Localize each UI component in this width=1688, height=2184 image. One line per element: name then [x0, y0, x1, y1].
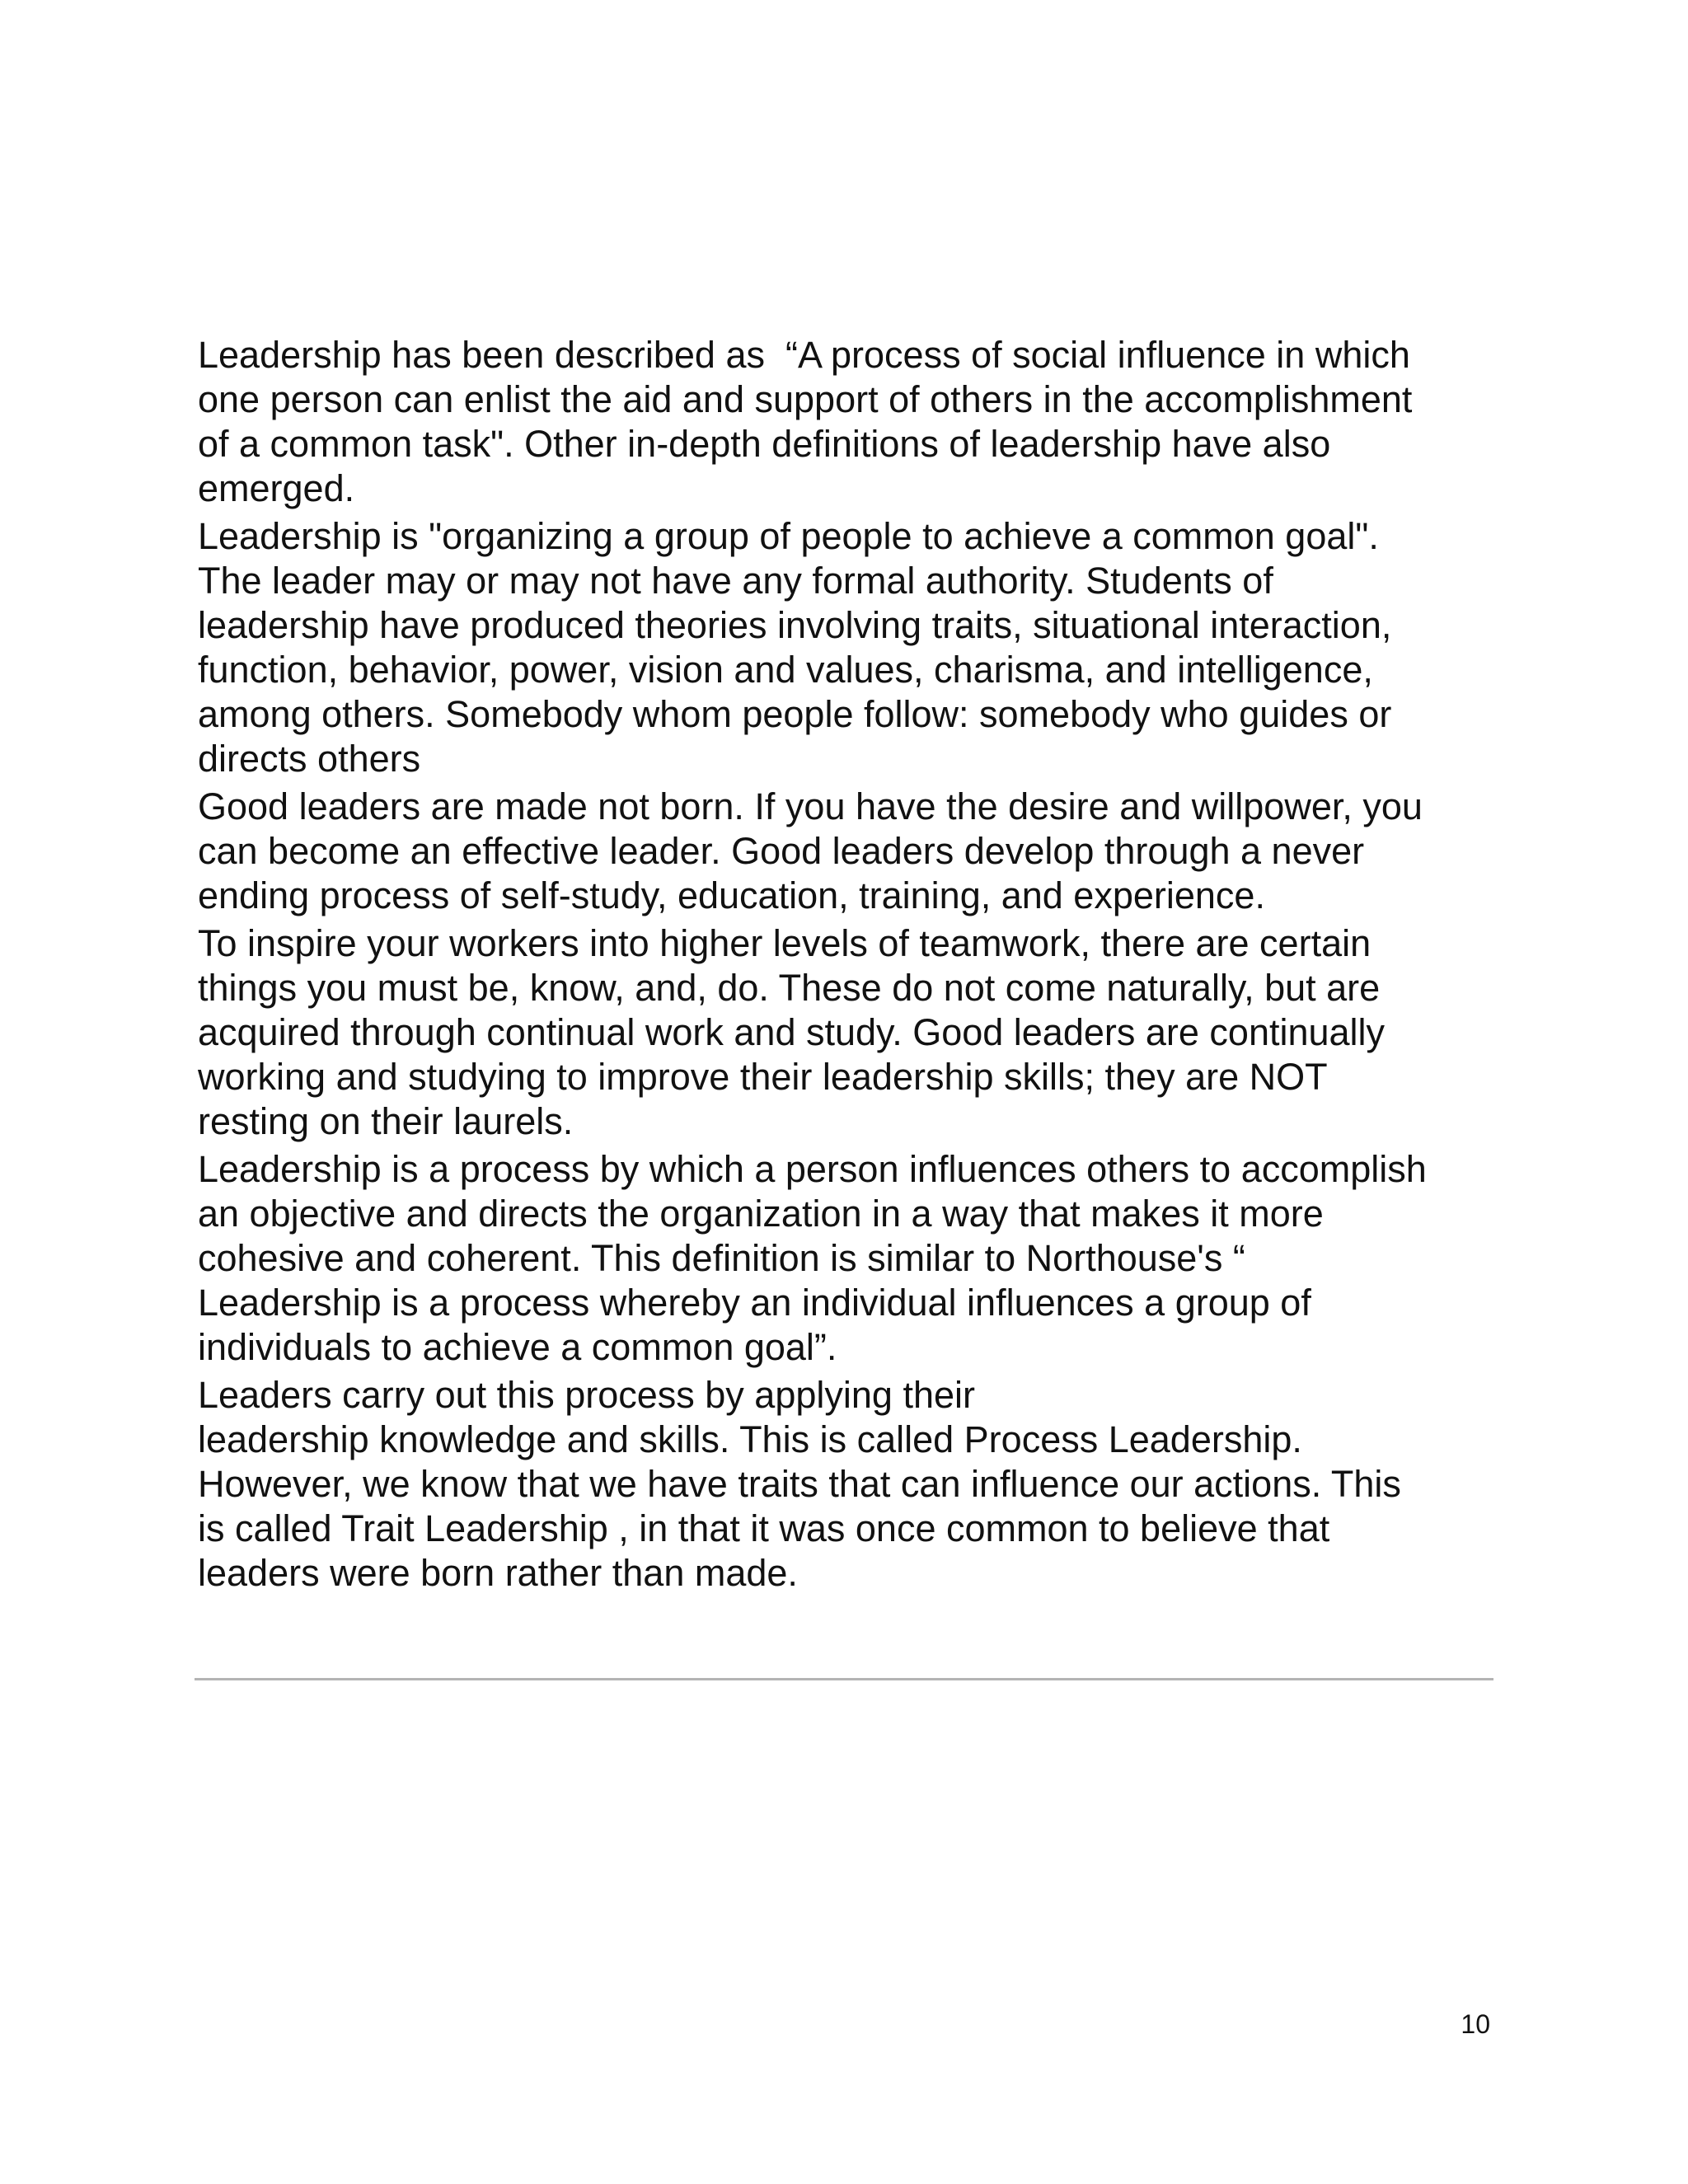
paragraph — [198, 333, 1500, 511]
text-line: cohesive and coherent. This definition is similar to Northouse's “ — [198, 1237, 1245, 1279]
paragraph — [198, 1147, 1500, 1370]
text-line: To inspire your workers into higher levels of teamwork, there are certain — [198, 922, 1372, 964]
text-line: leadership knowledge and skills. This is called Process Leadership. — [198, 1418, 1302, 1460]
text-line: Leadership has been described as “A process of social influence in which — [198, 334, 1410, 376]
text-line: Leaders carry out this process by applying their — [198, 1374, 975, 1416]
text-line: Leadership is a process by which a person influences others to accomplish — [198, 1148, 1427, 1190]
paragraph — [198, 514, 1500, 781]
text-line: among others. Somebody whom people follow: somebody who guides or — [198, 693, 1392, 735]
footer-divider — [195, 1678, 1493, 1680]
text-line: acquired through continual work and study. Good leaders are continually — [198, 1011, 1386, 1053]
text-line: Leadership is a process whereby an individual influences a group of — [198, 1282, 1311, 1324]
text-line: However, we know that we have traits that can influence our actions. This — [198, 1463, 1401, 1505]
text-line: directs others — [198, 738, 421, 780]
text-line: an objective and directs the organization in a way that makes it more — [198, 1193, 1324, 1235]
text-line: The leader may or may not have any formal authority. Students of — [198, 560, 1273, 602]
text-line: working and studying to improve their leadership skills; they are NOT — [198, 1056, 1328, 1098]
paragraph — [198, 1373, 1500, 1596]
text-line: ending process of self-study, education, training, and experience. — [198, 874, 1265, 916]
paragraph — [198, 921, 1500, 1144]
text-line: one person can enlist the aid and support of others in the accomplishment — [198, 378, 1413, 420]
text-line: Leadership is "organizing a group of people to achieve a common goal". — [198, 515, 1379, 557]
text-line: things you must be, know, and, do. These do not come naturally, but are — [198, 967, 1381, 1009]
text-line: individuals to achieve a common goal”. — [198, 1326, 837, 1368]
body-text — [198, 333, 1500, 1599]
text-line: leadership have produced theories involving traits, situational interaction, — [198, 604, 1392, 646]
text-line: of a common task". Other in-depth definitions of leadership have also — [198, 423, 1331, 465]
page-number: 10 — [1461, 2009, 1490, 2039]
paragraph — [198, 785, 1500, 918]
text-line: emerged. — [198, 467, 355, 509]
text-line: is called Trait Leadership , in that it was once common to believe that — [198, 1507, 1330, 1549]
text-line: Good leaders are made not born. If you have the desire and willpower, you — [198, 785, 1423, 827]
text-line: resting on their laurels. — [198, 1100, 574, 1142]
text-line: leaders were born rather than made. — [198, 1552, 798, 1594]
text-line: function, behavior, power, vision and values, charisma, and intelligence, — [198, 649, 1373, 691]
text-line: can become an effective leader. Good leaders develop through a never — [198, 830, 1365, 872]
